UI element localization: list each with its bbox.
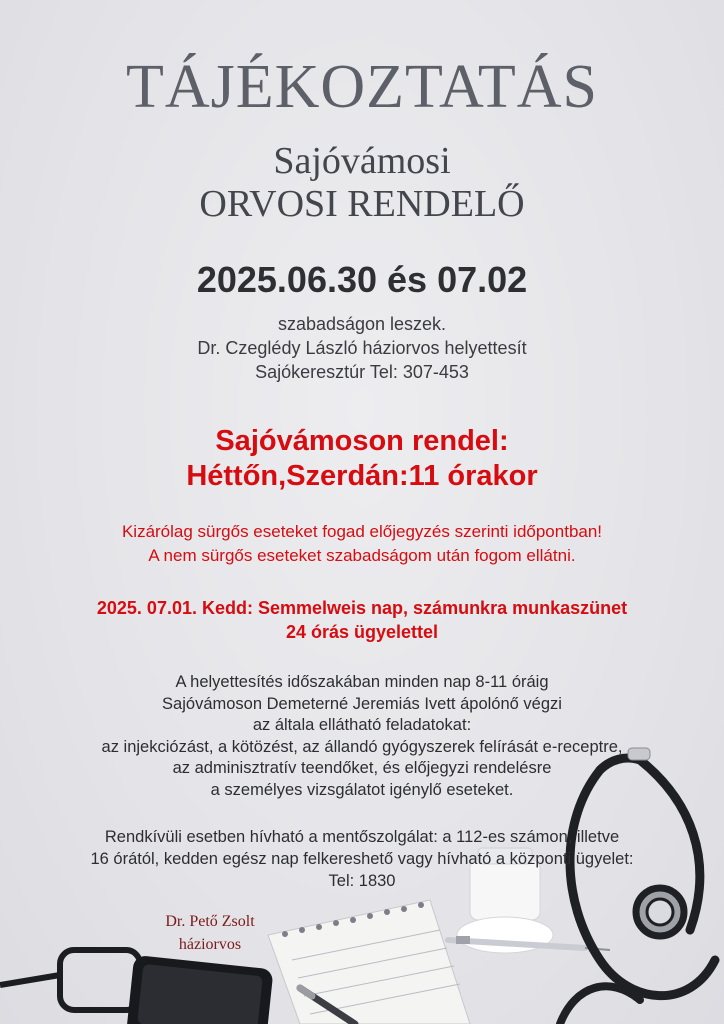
substitution-line: Sajóvámoson Demeterné Jeremiás Ivett ápolónő végzi: [162, 694, 562, 713]
holiday-line: 24 órás ügyelettel: [285, 622, 439, 642]
substitution-details: [0, 672, 724, 801]
urgent-notice-line: A nem sürgős eseteket szabadságom után fogom ellátni.: [148, 546, 576, 565]
vacation-dates: 2025.06.30 és 07.02: [196, 259, 528, 300]
info-line: szabadságon leszek.: [277, 314, 447, 334]
page-title: TÁJÉKOZTATÁS: [125, 53, 598, 121]
info-line: Sajókeresztúr Tel: 307-453: [255, 362, 469, 382]
substitution-line: a személyes vizsgálatot igénylő eseteket.: [210, 780, 514, 799]
info-line: Dr. Czeglédy László háziorvos helyettesít: [197, 338, 527, 358]
clinic-name-line2: ORVOSI RENDELŐ: [199, 183, 525, 225]
emergency-line: 16 órától, kedden egész nap felkereshető vagy hívható a központi ügyelet:: [90, 850, 634, 868]
substitution-line: az injekciózást, a kötözést, az állandó gyógyszerek felírását e-receptre,: [101, 737, 623, 756]
notepad-icon: [268, 900, 470, 1024]
substitution-line: az adminisztratív teendőket, és előjegyzi rendelésre: [172, 759, 552, 777]
office-hours: [0, 424, 724, 494]
substitution-line: az általa ellátható feladatokat:: [252, 716, 472, 734]
urgent-notice: [0, 520, 724, 568]
substitution-line: A helyettesítés időszakában minden nap 8-11 óráig: [175, 673, 549, 691]
office-hours-line: Héttőn,Szerdán:11 órakor: [186, 460, 538, 492]
doctor-title: háziorvos: [178, 936, 242, 953]
clinic-name-line1: Sajóvámosi: [273, 140, 451, 182]
emergency-info: [0, 826, 724, 892]
urgent-notice-line: Kizárólag sürgős eseteket fogad előjegyzés szerinti időpontban!: [121, 522, 603, 541]
substitute-info: [0, 312, 724, 384]
holiday-notice: [0, 596, 724, 644]
doctor-name: Dr. Pető Zsolt: [165, 913, 255, 930]
holiday-line: 2025. 07.01. Kedd: Semmelweis nap, számunkra munkaszünet: [96, 598, 628, 618]
emergency-line: Rendkívüli esetben hívható a mentőszolgálat: a 112-es számon, illetve: [104, 828, 620, 846]
signature: [130, 910, 290, 956]
phone-icon: [126, 955, 274, 1024]
emergency-line: Tel: 1830: [328, 872, 396, 890]
office-hours-line: Sajóvámoson rendel:: [215, 425, 509, 457]
